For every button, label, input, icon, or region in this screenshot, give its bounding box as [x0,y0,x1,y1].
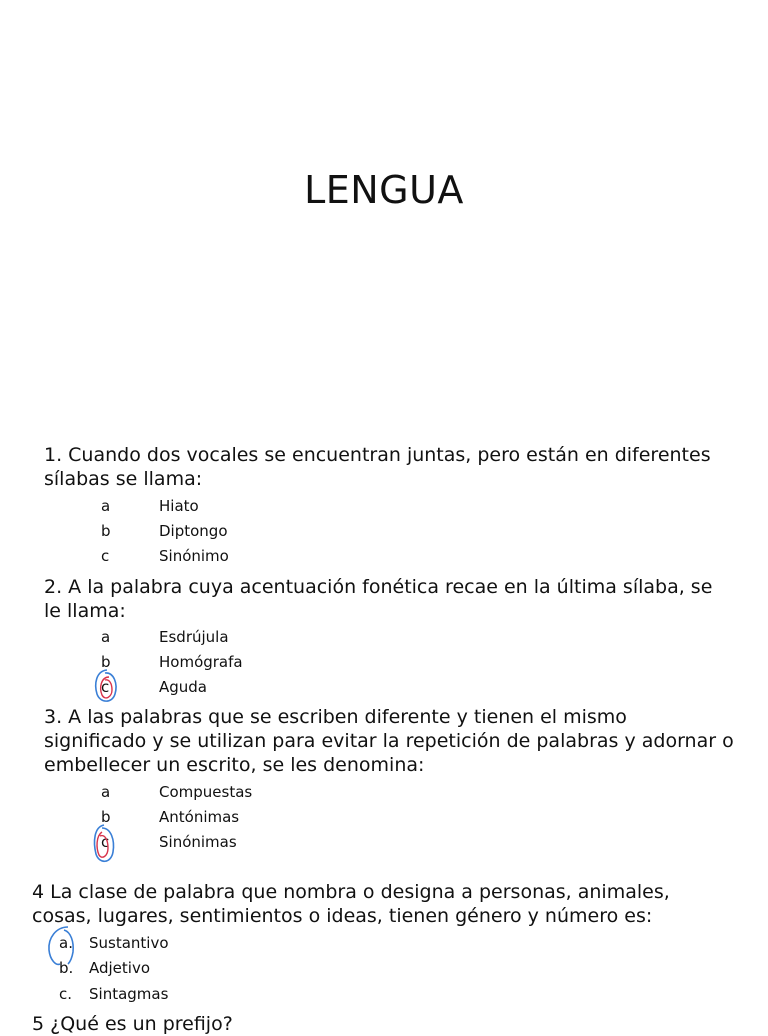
question-3: 3. A las palabras que se escriben diferente y tienen el mismo significado y se utilizan para evitar la repetición de palabras y adornar o embellecer un escrito, se les denomina: [44,706,734,776]
option-letter: b. [59,959,74,977]
page-title: LENGUA [304,168,464,212]
option-text: Adjetivo [89,959,151,977]
question-2: 2. A la palabra cuya acentuación fonética recae en la última sílaba, se le llama: [44,576,713,622]
option-text: Esdrújula [159,628,229,646]
question-5: 5 ¿Qué es un prefijo? [32,1013,233,1035]
option-text: Sinónimo [159,547,229,565]
option-letter: b [101,522,111,540]
option-text: Aguda [159,678,208,696]
option-letter: b [101,808,111,826]
option-letter: c [101,547,110,565]
option-letter: b [101,653,111,671]
option-letter: a [101,783,111,801]
option-letter: a [101,628,111,646]
question-4: 4 La clase de palabra que nombra o designa a personas, animales, cosas, lugares, sentimientos o ideas, tienen género y número es: [32,881,670,927]
option-text: Sintagmas [89,985,169,1003]
option-letter: c [101,678,110,696]
option-text: Homógrafa [159,653,243,671]
option-text: Diptongo [159,522,228,540]
option-text: Compuestas [159,783,253,801]
option-text: Sinónimas [159,833,237,851]
option-text: Sustantivo [89,934,169,952]
option-text: Hiato [159,497,199,515]
option-text: Antónimas [159,808,240,826]
option-letter: c [101,833,110,851]
option-letter: a [101,497,111,515]
option-letter: a. [59,934,73,952]
question-1: 1. Cuando dos vocales se encuentran juntas, pero están en diferentes sílabas se llama: [44,444,711,490]
option-letter: c. [59,985,73,1003]
